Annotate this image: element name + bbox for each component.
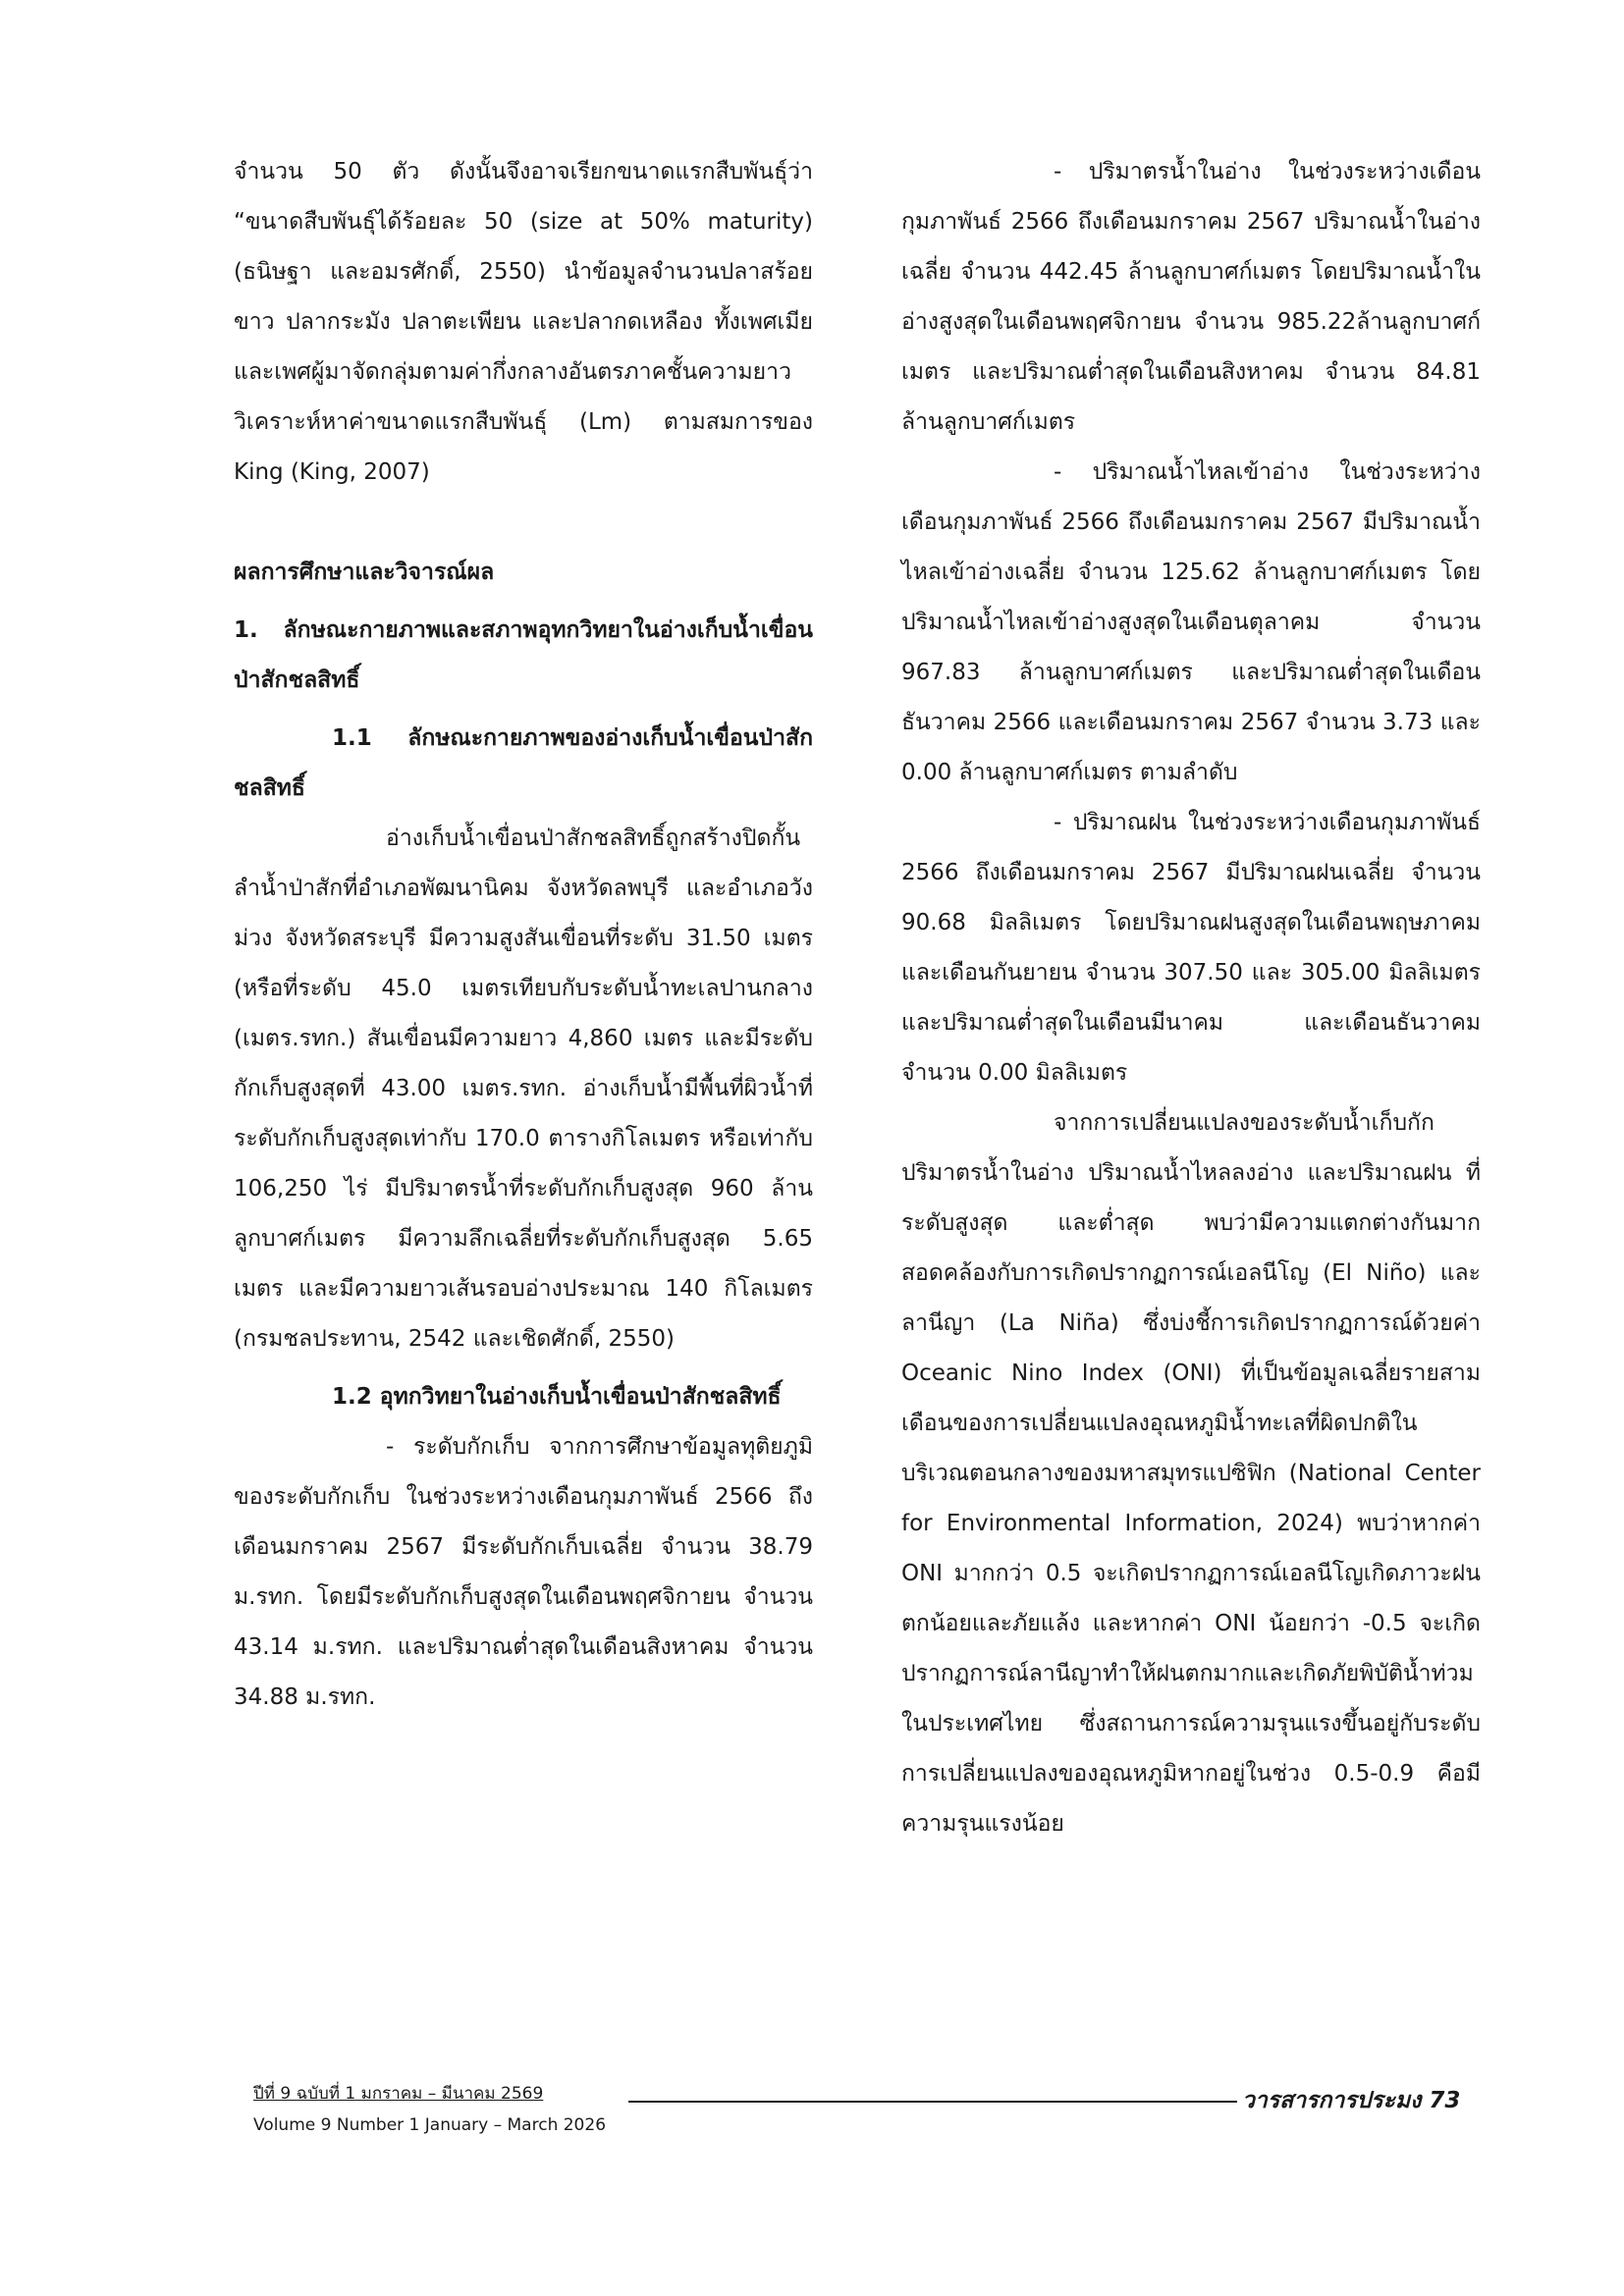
footer-issue-thai: ปีที่ 9 ฉบับที่ 1 มกราคม – มีนาคม 2569 [253,2084,544,2104]
page-number: 73 [1429,2088,1461,2113]
footer-issue-english: Volume 9 Number 1 January – March 2026 [253,2115,607,2135]
paragraph-rainfall: - ปริมาณฝน ในช่วงระหว่างเดือนกุมภาพันธ์ 2566 ถึงเดือนมกราคม 2567 มีปริมาณฝนเฉลี่ย จำนวน 90.68 มิลลิเมตร โดยปริมาณฝนสูงสุดในเดือนพฤษภาคม และเดือนกันยายน จำนวน 307.50 และ 305.00 มิลลิเมตร และปริมาณต่ำสุดในเดือนมีนาคม และเดือนธันวาคม จำนวน 0.00 มิลลิเมตร [901,810,1481,1086]
paragraph-inflow: - ปริมาณน้ำไหลเข้าอ่าง ในช่วงระหว่างเดือนกุมภาพันธ์ 2566 ถึงเดือนมกราคม 2567 มีปริมาณน้ำไหลเข้าอ่างเฉลี่ย จำนวน 125.62 ล้านลูกบาศก์เมตร โดยปริมาณน้ำไหลเข้าอ่างสูงสุดในเดือนตุลาคม จำนวน 967.83 ล้านลูกบาศก์เมตร และปริมาณต่ำสุดในเดือนธันวาคม 2566 และเดือนมกราคม 2567 จำนวน 3.73 และ 0.00 ล้านลูกบาศก์เมตร ตามลำดับ [901,459,1481,785]
footer-issue-info [253,2081,666,2138]
paragraph-size-at-maturity: จำนวน 50 ตัว ดังนั้นจึงอาจเรียกขนาดแรกสืบพันธุ์ว่า “ขนาดสืบพันธุ์ได้ร้อยละ 50 (size at 50% maturity) (ธนิษฐา และอมรศักดิ์, 2550) นำข้อมูลจำนวนปลาสร้อยขาว ปลากระมัง ปลาตะเพียน และปลากดเหลือง ทั้งเพศเมียและเพศผู้มาจัดกลุ่มตามค่ากึ่งกลางอันตรภาคชั้นความยาว วิเคราะห์หาค่าขนาดแรกสืบพันธุ์ (Lm) ตามสมการของ King (King, 2007) [234,159,813,485]
left-column [234,147,813,1723]
paragraph-water-volume: - ปริมาตรน้ำในอ่าง ในช่วงระหว่างเดือนกุมภาพันธ์ 2566 ถึงเดือนมกราคม 2567 ปริมาณน้ำในอ่างเฉลี่ย จำนวน 442.45 ล้านลูกบาศก์เมตร โดยปริมาณน้ำในอ่างสูงสุดในเดือนพฤศจิกายน จำนวน 985.22ล้านลูกบาศก์เมตร และปริมาณต่ำสุดในเดือนสิงหาคม จำนวน 84.81 ล้านลูกบาศก์เมตร [901,159,1481,435]
journal-name: วารสารการประมง [1242,2088,1422,2113]
heading-physical-hydrology: 1. ลักษณะกายภาพและสภาพอุทกวิทยาในอ่างเก็บน้ำเขื่อนป่าสักชลสิทธิ์ [234,617,813,693]
paragraph-enso-discussion: จากการเปลี่ยนแปลงของระดับน้ำเก็บกักปริมาตรน้ำในอ่าง ปริมาณน้ำไหลลงอ่าง และปริมาณฝน ที่ระดับสูงสุด และต่ำสุด พบว่ามีความแตกต่างกันมาก สอดคล้องกับการเกิดปรากฏการณ์เอลนีโญ (El Niño) และลานีญา (La Niña) ซึ่งบ่งชี้การเกิดปรากฏการณ์ด้วยค่า Oceanic Nino Index (ONI) ที่เป็นข้อมูลเฉลี่ยรายสามเดือนของการเปลี่ยนแปลงอุณหภูมิน้ำทะเลที่ผิดปกติในบริเวณตอนกลางของมหาสมุทรแปซิฟิก (National Center for Environmental Information, 2024) พบว่าหากค่า ONI มากกว่า 0.5 จะเกิดปรากฏการณ์เอลนีโญเกิดภาวะฝนตกน้อยและภัยแล้ง และหากค่า ONI น้อยกว่า -0.5 จะเกิดปรากฏการณ์ลานีญาทำให้ฝนตกมากและเกิดภัยพิบัติน้ำท่วมในประเทศไทย ซึ่งสถานการณ์ความรุนแรงขึ้นอยู่กับระดับการเปลี่ยนแปลงของอุณหภูมิหากอยู่ในช่วง 0.5-0.9 คือมีความรุนแรงน้อย [901,1110,1481,1837]
right-column [901,147,1481,1849]
paragraph-storage-level: - ระดับกักเก็บ จากการศึกษาข้อมูลทุติยภูมิของระดับกักเก็บ ในช่วงระหว่างเดือนกุมภาพันธ์ 2566 ถึงเดือนมกราคม 2567 มีระดับกักเก็บเฉลี่ย จำนวน 38.79 ม.รทก. โดยมีระดับกักเก็บสูงสุดในเดือนพฤศจิกายน จำนวน 43.14 ม.รทก. และปริมาณต่ำสุดในเดือนสิงหาคม จำนวน 34.88 ม.รทก. [234,1434,813,1710]
footer-divider [628,2101,1237,2103]
heading-physical-characteristics: 1.1 ลักษณะกายภาพของอ่างเก็บน้ำเขื่อนป่าสักชลสิทธิ์ [234,725,813,801]
footer-journal [1242,2083,1517,2118]
paragraph-reservoir-description: อ่างเก็บน้ำเขื่อนป่าสักชลสิทธิ์ถูกสร้างปิดกั้นลำน้ำป่าสักที่อำเภอพัฒนานิคม จังหวัดลพบุรี และอำเภอวังม่วง จังหวัดสระบุรี มีความสูงสันเขื่อนที่ระดับ 31.50 เมตร (หรือที่ระดับ 45.0 เมตรเทียบกับระดับน้ำทะเลปานกลาง (เมตร.รทก.) สันเขื่อนมีความยาว 4,860 เมตร และมีระดับกักเก็บสูงสุดที่ 43.00 เมตร.รทก. อ่างเก็บน้ำมีพื้นที่ผิวน้ำที่ระดับกักเก็บสูงสุดเท่ากับ 170.0 ตารางกิโลเมตร หรือเท่ากับ 106,250 ไร่ มีปริมาตรน้ำที่ระดับกักเก็บสูงสุด 960 ล้านลูกบาศก์เมตร มีความลึกเฉลี่ยที่ระดับกักเก็บสูงสุด 5.65 เมตร และมีความยาวเส้นรอบอ่างประมาณ 140 กิโลเมตร (กรมชลประทาน, 2542 และเชิดศักดิ์, 2550) [234,826,813,1352]
heading-hydrology: 1.2 อุทกวิทยาในอ่างเก็บน้ำเขื่อนป่าสักชลสิทธิ์ [332,1384,782,1410]
heading-results: ผลการศึกษาและวิจารณ์ผล [234,560,495,585]
